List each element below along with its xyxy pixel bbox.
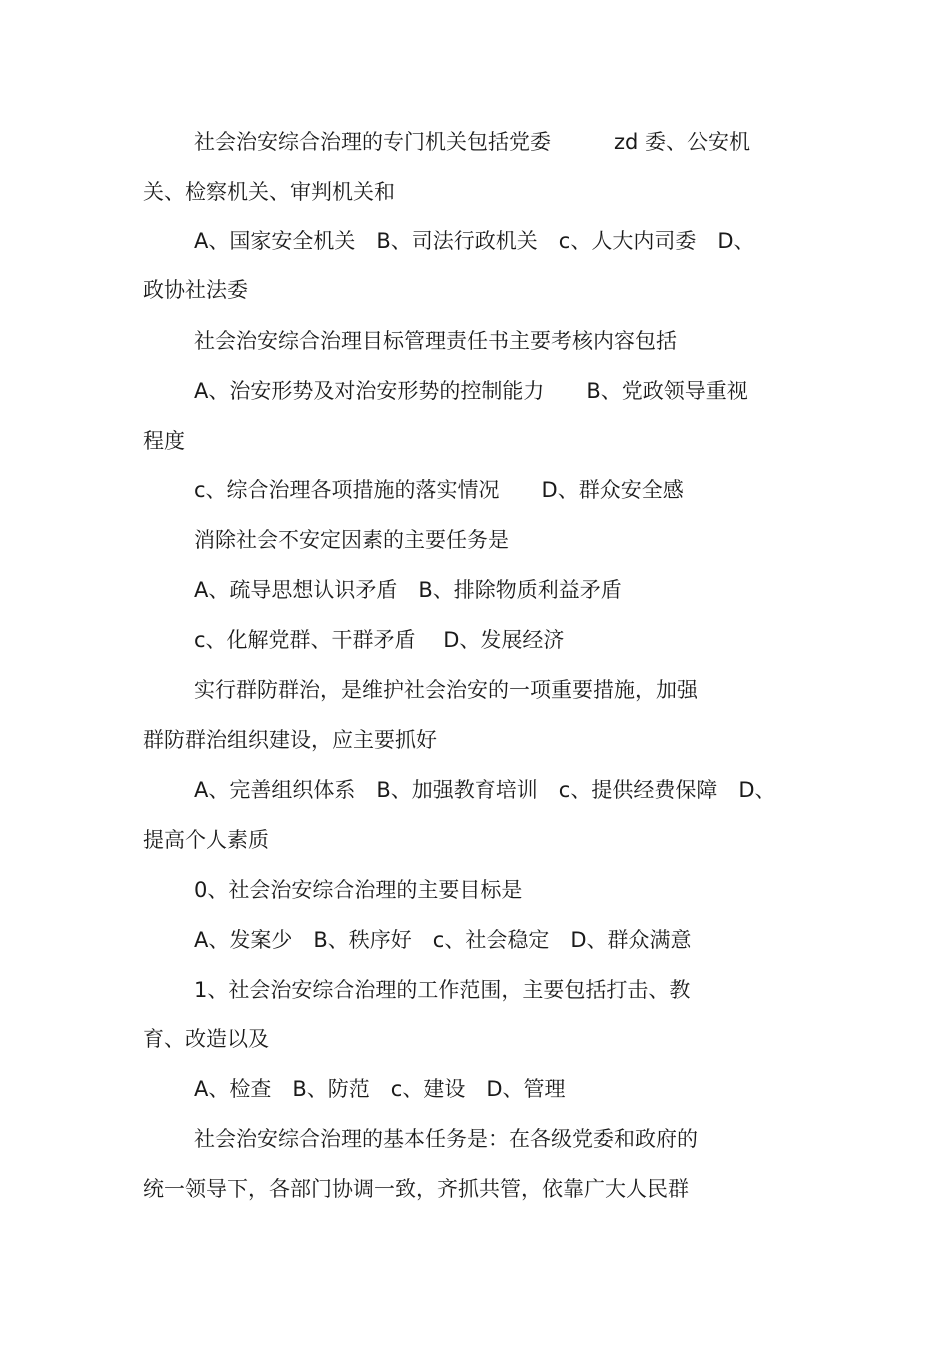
question-1-stem: 社会治安综合治理的专门机关包括党委 zd 委、公安机 [194, 130, 751, 154]
question-5-options: A、发案少 B、秩序好 c、社会稳定 D、群众满意 [194, 928, 692, 952]
question-1-options-cont: 政协社法委 [143, 278, 248, 302]
question-1-options: A、国家安全机关 B、司法行政机关 c、人大内司委 D、 [194, 229, 755, 253]
question-3-options: A、疏导思想认识矛盾 B、排除物质利益矛盾 [194, 578, 622, 602]
question-6-options: A、检查 B、防范 c、建设 D、管理 [194, 1077, 566, 1101]
question-3-options-2: c、化解党群、干群矛盾 D、发展经济 [194, 628, 565, 652]
question-2-options-2: c、综合治理各项措施的落实情况 D、群众安全感 [194, 478, 684, 502]
question-2-options: A、治安形势及对治安形势的控制能力 B、党政领导重视 [194, 379, 748, 403]
question-5-stem: 0、社会治安综合治理的主要目标是 [194, 878, 523, 902]
question-4-stem-cont: 群防群治组织建设，应主要抓好 [143, 728, 437, 752]
question-2-options-cont: 程度 [143, 429, 185, 453]
question-4-options: A、完善组织体系 B、加强教育培训 c、提供经费保障 D、 [194, 778, 776, 802]
paragraph-basic-task: 社会治安综合治理的基本任务是：在各级党委和政府的 [194, 1127, 698, 1151]
question-3-stem: 消除社会不安定因素的主要任务是 [194, 528, 509, 552]
question-2-stem: 社会治安综合治理目标管理责任书主要考核内容包括 [194, 329, 677, 353]
question-1-stem-cont: 关、检察机关、审判机关和 [143, 180, 395, 204]
question-4-stem: 实行群防群治，是维护社会治安的一项重要措施，加强 [194, 678, 698, 702]
paragraph-basic-task-cont: 统一领导下，各部门协调一致，齐抓共管，依靠广大人民群 [143, 1177, 689, 1201]
question-6-stem-cont: 育、改造以及 [143, 1027, 269, 1051]
question-6-stem: 1、社会治安综合治理的工作范围，主要包括打击、教 [194, 978, 691, 1002]
question-4-options-cont: 提高个人素质 [143, 828, 269, 852]
